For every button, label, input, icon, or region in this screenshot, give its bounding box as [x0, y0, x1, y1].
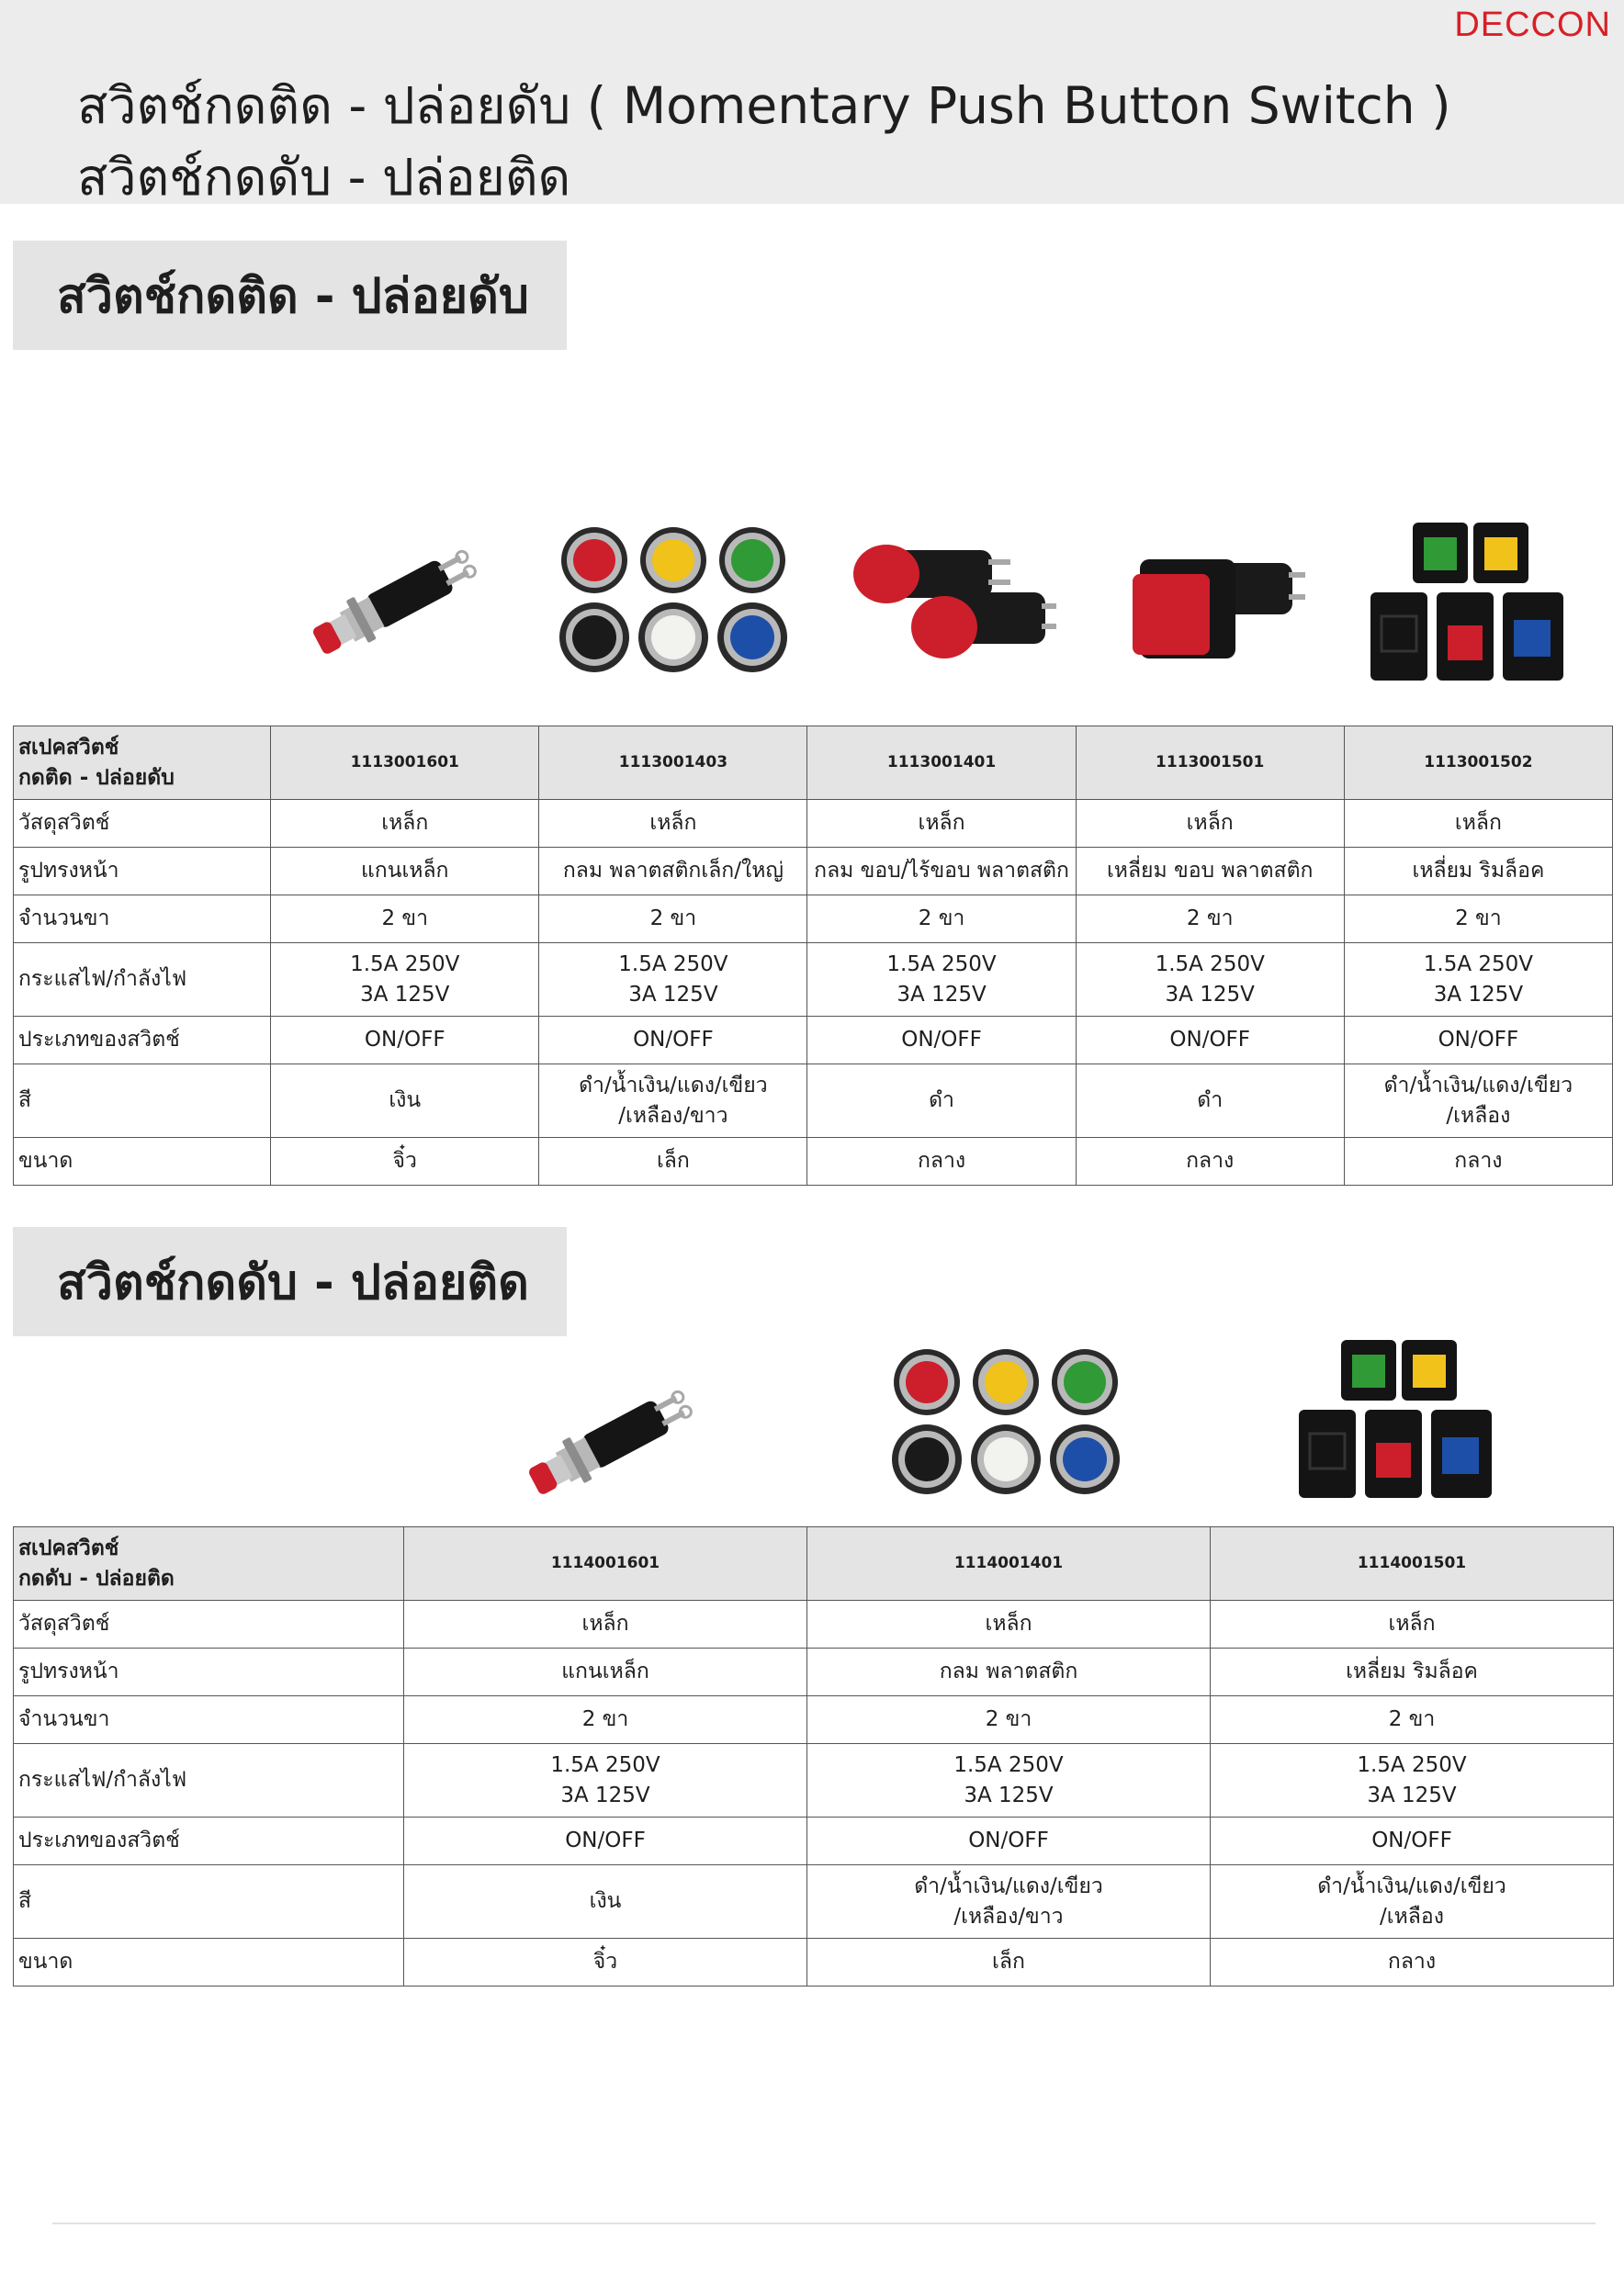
cell-line: เล็ก	[992, 1950, 1025, 1974]
footer-divider	[52, 2223, 1596, 2224]
cell-line: ON/OFF	[901, 1028, 982, 1052]
corner-label-line-2: กดติด - ปล่อยดับ	[18, 765, 175, 790]
table-cell	[807, 1744, 1211, 1818]
table-cell	[539, 1138, 807, 1186]
table-cell	[807, 1818, 1211, 1865]
section-2-heading-text: สวิตช์กดดับ - ปล่อยติด	[57, 1255, 529, 1311]
table-row	[14, 1865, 1614, 1939]
product-image-1113001601	[303, 514, 505, 680]
cell-line: จิ๋ว	[592, 1950, 618, 1974]
cell-line: 3A 125V	[560, 1783, 650, 1807]
table-cell	[539, 943, 807, 1017]
cell-line: 1.5A 250V	[1155, 951, 1265, 976]
product-code: 1113001501	[1076, 726, 1344, 800]
cell-line: ON/OFF	[364, 1028, 445, 1052]
product-image-1113001401	[845, 537, 1056, 675]
table-row	[14, 1696, 1614, 1744]
table-cell	[404, 1696, 807, 1744]
cell-line: เหล็ก	[1388, 1612, 1436, 1636]
product-image-1114001601	[519, 1355, 721, 1520]
table-cell	[1076, 1138, 1344, 1186]
table-cell	[807, 943, 1076, 1017]
table-cell	[807, 800, 1076, 848]
cell-line: เหลี่ยม ริมล็อค	[1412, 859, 1545, 883]
cell-line: เหล็ก	[1454, 811, 1502, 835]
table-corner-label	[14, 1527, 404, 1601]
row-label: ประเภทของสวิตช์	[14, 1017, 271, 1064]
table-row	[14, 800, 1613, 848]
brand-logo: DECCON	[1454, 6, 1611, 44]
cell-line: /เหลือง/ขาว	[618, 1103, 728, 1128]
table-cell	[271, 943, 539, 1017]
table-cell	[271, 1064, 539, 1138]
cell-line: กลม พลาตสติก	[939, 1660, 1078, 1683]
cell-line: เหลี่ยม ริมล็อค	[1346, 1660, 1478, 1683]
cell-line: จิ๋ว	[392, 1149, 417, 1173]
row-label: จำนวนขา	[14, 1696, 404, 1744]
cell-line: 2 ขา	[581, 1707, 629, 1731]
cell-line: กลม พลาตสติกเล็ก/ใหญ่	[562, 859, 784, 883]
cell-line: 1.5A 250V	[350, 951, 460, 976]
cell-line: /เหลือง	[1380, 1904, 1444, 1929]
cell-line: เหล็ก	[381, 811, 429, 835]
table-cell	[807, 1017, 1076, 1064]
product-code: 1113001401	[807, 726, 1076, 800]
cell-line: 3A 125V	[1367, 1783, 1457, 1807]
cell-line: 2 ขา	[1186, 906, 1234, 930]
row-label: จำนวนขา	[14, 895, 271, 943]
table-cell	[404, 1939, 807, 1986]
table-cell	[539, 848, 807, 895]
table-cell	[807, 1649, 1211, 1696]
table-cell	[1076, 1017, 1344, 1064]
section-1-heading	[13, 241, 567, 350]
table-cell	[807, 1064, 1076, 1138]
table-row	[14, 1138, 1613, 1186]
cell-line: ON/OFF	[633, 1028, 714, 1052]
table-cell	[271, 848, 539, 895]
cell-line: เหล็ก	[581, 1612, 629, 1636]
table-cell	[1344, 943, 1612, 1017]
cell-line: 2 ขา	[649, 906, 697, 930]
table-cell	[1344, 848, 1612, 895]
cell-line: 2 ขา	[1455, 906, 1502, 930]
cell-line: 3A 125V	[964, 1783, 1054, 1807]
row-label: สี	[14, 1064, 271, 1138]
cell-line: /เหลือง/ขาว	[953, 1904, 1064, 1929]
table-header-row	[14, 726, 1613, 800]
product-image-1114001401	[888, 1336, 1127, 1511]
cell-line: ON/OFF	[1371, 1829, 1452, 1852]
cell-line: เงิน	[589, 1889, 622, 1913]
product-image-1114001501	[1295, 1336, 1497, 1502]
cell-line: เหล็ก	[985, 1612, 1032, 1636]
product-image-1113001501	[1125, 546, 1309, 675]
table-header-row	[14, 1527, 1614, 1601]
table-cell	[807, 1939, 1211, 1986]
table-cell	[807, 1696, 1211, 1744]
page-title-line-2: สวิตช์กดดับ - ปล่อยติด	[77, 148, 571, 207]
row-label: ประเภทของสวิตช์	[14, 1818, 404, 1865]
row-label: ขนาด	[14, 1939, 404, 1986]
table-cell	[1344, 1064, 1612, 1138]
cell-line: ดำ	[929, 1088, 954, 1112]
table-cell	[807, 1138, 1076, 1186]
table-cell	[1344, 1138, 1612, 1186]
table-row	[14, 1818, 1614, 1865]
product-image-1113001502	[1367, 519, 1569, 684]
table-cell	[1211, 1818, 1614, 1865]
cell-line: เล็ก	[656, 1149, 690, 1173]
table-cell	[1076, 895, 1344, 943]
table-cell	[404, 1818, 807, 1865]
row-label: กระแสไฟ/กำลังไฟ	[14, 943, 271, 1017]
table-cell	[807, 848, 1076, 895]
cell-line: 2 ขา	[918, 906, 965, 930]
cell-line: แกนเหล็ก	[360, 859, 449, 883]
row-label: รูปทรงหน้า	[14, 1649, 404, 1696]
table-cell	[271, 1138, 539, 1186]
table-row	[14, 1601, 1614, 1649]
cell-line: 3A 125V	[1433, 982, 1524, 1007]
table-row	[14, 1649, 1614, 1696]
cell-line: 2 ขา	[985, 1707, 1032, 1731]
row-label: รูปทรงหน้า	[14, 848, 271, 895]
cell-line: 2 ขา	[381, 906, 429, 930]
table-cell	[1344, 1017, 1612, 1064]
spec-table-normally-open	[13, 726, 1613, 1186]
cell-line: กลม ขอบ/ไร้ขอบ พลาตสติก	[814, 859, 1069, 883]
row-label: กระแสไฟ/กำลังไฟ	[14, 1744, 404, 1818]
table-cell	[271, 895, 539, 943]
table-cell	[404, 1649, 807, 1696]
table-cell	[807, 895, 1076, 943]
cell-line: กลาง	[917, 1149, 966, 1173]
table-row	[14, 895, 1613, 943]
cell-line: 3A 125V	[897, 982, 987, 1007]
table-cell	[1344, 895, 1612, 943]
table-row	[14, 1939, 1614, 1986]
header-band	[0, 0, 1624, 207]
table-cell	[807, 1865, 1211, 1939]
cell-line: ดำ/น้ำเงิน/แดง/เขียว	[1317, 1874, 1506, 1898]
cell-line: ดำ	[1197, 1088, 1224, 1112]
cell-line: เหลี่ยม ขอบ พลาตสติก	[1106, 859, 1314, 883]
table-cell	[1211, 1744, 1614, 1818]
spec-table-normally-closed	[13, 1526, 1614, 1986]
table-row	[14, 1017, 1613, 1064]
table-cell	[539, 1017, 807, 1064]
table-cell	[1211, 1601, 1614, 1649]
cell-line: ดำ/น้ำเงิน/แดง/เขียว	[1383, 1073, 1573, 1097]
cell-line: 1.5A 250V	[886, 951, 997, 976]
cell-line: ON/OFF	[1438, 1028, 1519, 1052]
cell-line: แกนเหล็ก	[561, 1660, 649, 1683]
cell-line: ดำ/น้ำเงิน/แดง/เขียว	[914, 1874, 1103, 1898]
table-corner-label	[14, 726, 271, 800]
cell-line: เงิน	[389, 1088, 422, 1112]
table-cell	[404, 1865, 807, 1939]
row-label: วัสดุสวิตช์	[14, 800, 271, 848]
section-1-heading-text: สวิตช์กดติด - ปล่อยดับ	[57, 269, 529, 324]
table-cell	[1211, 1649, 1614, 1696]
cell-line: เหล็ก	[649, 811, 697, 835]
table-row	[14, 943, 1613, 1017]
table-row	[14, 848, 1613, 895]
table-cell	[1076, 800, 1344, 848]
table-cell	[271, 1017, 539, 1064]
table-cell	[271, 800, 539, 848]
table-cell	[539, 895, 807, 943]
cell-line: 1.5A 250V	[550, 1752, 660, 1777]
product-code: 1114001401	[807, 1527, 1211, 1601]
table-cell	[1344, 800, 1612, 848]
section-2-heading	[13, 1227, 567, 1336]
cell-line: กลาง	[1454, 1149, 1503, 1173]
cell-line: 3A 125V	[1165, 982, 1255, 1007]
product-code: 1113001601	[271, 726, 539, 800]
cell-line: เหล็ก	[1186, 811, 1234, 835]
cell-line: กลาง	[1387, 1950, 1437, 1974]
table-cell	[1211, 1696, 1614, 1744]
corner-label-line-1: สเปคสวิตช์	[18, 735, 119, 760]
cell-line: ดำ/น้ำเงิน/แดง/เขียว	[579, 1073, 768, 1097]
page-title-line-1: สวิตช์กดติด - ปล่อยดับ ( Momentary Push Button Switch )	[77, 76, 1451, 135]
cell-line: 2 ขา	[1388, 1707, 1436, 1731]
table-cell	[1076, 848, 1344, 895]
table-cell	[404, 1744, 807, 1818]
corner-label-line-2: กดดับ - ปล่อยติด	[18, 1566, 175, 1591]
corner-label-line-1: สเปคสวิตช์	[18, 1536, 119, 1560]
table-cell	[1076, 943, 1344, 1017]
cell-line: /เหลือง	[1446, 1103, 1511, 1128]
product-code: 1114001601	[404, 1527, 807, 1601]
product-code: 1113001502	[1344, 726, 1612, 800]
table-cell	[539, 1064, 807, 1138]
table-cell	[807, 1601, 1211, 1649]
product-code: 1113001403	[539, 726, 807, 800]
table-row	[14, 1064, 1613, 1138]
row-label: ขนาด	[14, 1138, 271, 1186]
table-cell	[1211, 1865, 1614, 1939]
cell-line: 3A 125V	[360, 982, 450, 1007]
table-cell	[1076, 1064, 1344, 1138]
table-row	[14, 1744, 1614, 1818]
table-cell	[1211, 1939, 1614, 1986]
row-label: สี	[14, 1865, 404, 1939]
product-code: 1114001501	[1211, 1527, 1614, 1601]
cell-line: ON/OFF	[565, 1829, 646, 1852]
cell-line: 3A 125V	[628, 982, 718, 1007]
product-image-1113001403	[556, 514, 795, 689]
cell-line: เหล็ก	[918, 811, 965, 835]
cell-line: กลาง	[1186, 1149, 1235, 1173]
row-label: วัสดุสวิตช์	[14, 1601, 404, 1649]
table-cell	[539, 800, 807, 848]
cell-line: ON/OFF	[968, 1829, 1049, 1852]
table-cell	[404, 1601, 807, 1649]
cell-line: ON/OFF	[1169, 1028, 1251, 1052]
cell-line: 1.5A 250V	[1423, 951, 1534, 976]
cell-line: 1.5A 250V	[1357, 1752, 1467, 1777]
cell-line: 1.5A 250V	[953, 1752, 1064, 1777]
cell-line: 1.5A 250V	[618, 951, 728, 976]
